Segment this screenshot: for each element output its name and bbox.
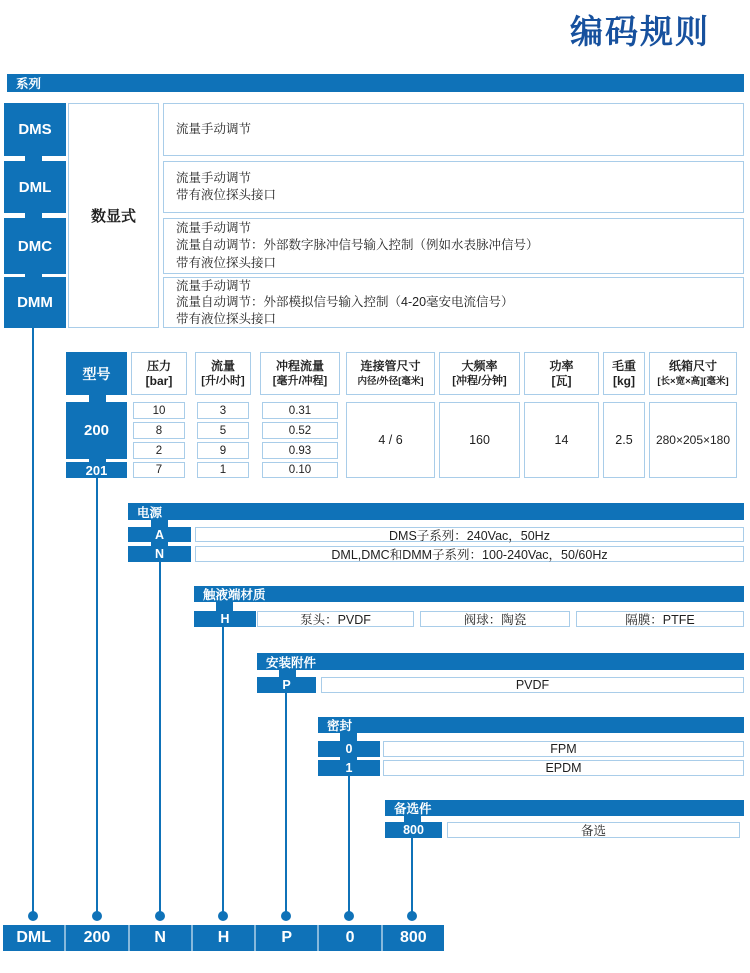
code-segment-series: DML bbox=[16, 929, 51, 946]
code-line-option bbox=[411, 838, 413, 912]
spec-cell: 9 bbox=[197, 442, 249, 459]
spec-cell: 0.52 bbox=[262, 422, 338, 439]
col-header-line: 功率 bbox=[549, 358, 574, 373]
connector bbox=[279, 670, 296, 677]
code-dot bbox=[218, 911, 228, 921]
mounting-section-header: 安装附件 bbox=[257, 653, 744, 670]
mounting-code-p: P bbox=[257, 677, 316, 693]
col-header-carton-size bbox=[649, 352, 737, 395]
col-header-max-frequency bbox=[439, 352, 520, 395]
code-line-series bbox=[32, 328, 34, 912]
code-line-seal bbox=[348, 776, 350, 912]
desc-line: 流量手动调节 bbox=[176, 121, 252, 136]
seal-code-0: 0 bbox=[318, 741, 380, 757]
code-segment-option: 800 bbox=[381, 925, 444, 951]
display-type-box: 数显式 bbox=[68, 103, 159, 328]
spec-cell: 0.10 bbox=[262, 462, 338, 478]
wetted-part-valve-ball: 阀球：陶瓷 bbox=[420, 611, 570, 627]
spec-cell: 0.31 bbox=[262, 402, 338, 419]
power-code-n: N bbox=[128, 546, 191, 562]
code-dot bbox=[344, 911, 354, 921]
spec-cell-power: 14 bbox=[524, 402, 599, 478]
spec-cell: 5 bbox=[197, 422, 249, 439]
col-header-line: [长×宽×高][毫米] bbox=[657, 375, 729, 387]
code-line-material bbox=[222, 627, 224, 912]
code-dot bbox=[281, 911, 291, 921]
series-desc-dmm bbox=[163, 277, 744, 328]
code-dot bbox=[92, 911, 102, 921]
code-dot bbox=[407, 911, 417, 921]
col-header-line: 大频率 bbox=[461, 358, 498, 373]
connector bbox=[25, 156, 42, 161]
spec-cell: 8 bbox=[133, 422, 185, 439]
code-segment-model: 200 bbox=[64, 925, 127, 951]
connector bbox=[25, 213, 42, 218]
series-desc-dml bbox=[163, 161, 744, 213]
mounting-desc: PVDF bbox=[321, 677, 744, 693]
col-header-pressure bbox=[131, 352, 187, 395]
series-section-header: 系列 bbox=[7, 74, 744, 92]
power-section-header: 电源 bbox=[128, 503, 744, 520]
code-segment-power: N bbox=[128, 925, 191, 951]
col-header-line: [毫升/冲程] bbox=[272, 374, 328, 387]
desc-line: 流量手动调节 bbox=[176, 220, 252, 235]
desc-line: 流量手动调节 bbox=[176, 278, 252, 293]
code-segment-material: H bbox=[191, 925, 254, 951]
spec-cell-carton: 280×205×180 bbox=[649, 402, 737, 478]
power-desc-n: DML,DMC和DMM子系列：100-240Vac，50/60Hz bbox=[195, 546, 744, 562]
desc-line: 流量自动调节：外部数字脉冲信号输入控制（例如水表脉冲信号） bbox=[176, 238, 539, 253]
col-header-line: 压力 bbox=[146, 358, 171, 373]
spec-cell: 0.93 bbox=[262, 442, 338, 459]
spec-cell: 10 bbox=[133, 402, 185, 419]
col-header-stroke-volume bbox=[260, 352, 340, 395]
col-header-line: [kg] bbox=[613, 373, 635, 388]
spec-cell: 3 bbox=[197, 402, 249, 419]
spec-cell: 1 bbox=[197, 462, 249, 478]
spec-cell-weight: 2.5 bbox=[603, 402, 645, 478]
col-header-line: [bar] bbox=[145, 373, 173, 388]
desc-line: 带有液位探头接口 bbox=[176, 255, 277, 270]
col-header-line: [升/小时] bbox=[201, 374, 245, 387]
wetted-part-diaphragm: 隔膜：PTFE bbox=[576, 611, 744, 627]
power-code-a: A bbox=[128, 527, 191, 542]
spec-cell-frequency: 160 bbox=[439, 402, 520, 478]
power-desc-a: DMS子系列：240Vac，50Hz bbox=[195, 527, 744, 542]
connector bbox=[216, 602, 233, 611]
col-header-line: 纸箱尺寸 bbox=[668, 358, 717, 373]
col-header-flow bbox=[195, 352, 251, 395]
series-code-dmm: DMM bbox=[4, 277, 66, 328]
col-header-line: 流量 bbox=[210, 358, 235, 373]
code-line-model bbox=[96, 478, 98, 912]
options-desc: 备选 bbox=[447, 822, 740, 838]
connector bbox=[151, 520, 168, 527]
desc-line: 带有液位探头接口 bbox=[176, 311, 277, 326]
seal-desc-epdm: EPDM bbox=[383, 760, 744, 776]
col-header-line: [瓦] bbox=[551, 373, 572, 388]
series-code-dms: DMS bbox=[4, 103, 66, 156]
wetted-code-h: H bbox=[194, 611, 256, 627]
series-desc-dms bbox=[163, 103, 744, 156]
connector bbox=[340, 733, 357, 741]
options-section-header: 备选件 bbox=[385, 800, 744, 816]
col-header-power bbox=[524, 352, 599, 395]
code-dot bbox=[28, 911, 38, 921]
col-header-line: 冲程流量 bbox=[275, 358, 324, 373]
col-header-gross-weight bbox=[603, 352, 645, 395]
col-header-line: [冲程/分钟] bbox=[452, 374, 507, 387]
connector bbox=[89, 395, 106, 402]
spec-cell: 2 bbox=[133, 442, 185, 459]
series-desc-dmc bbox=[163, 218, 744, 274]
wetted-part-pump-head: 泵头：PVDF bbox=[257, 611, 414, 627]
col-header-line: 连接管尺寸 bbox=[360, 358, 421, 373]
col-header-line: 内径/外径[毫米] bbox=[357, 375, 424, 387]
seal-section-header: 密封 bbox=[318, 717, 744, 733]
series-code-dml: DML bbox=[4, 161, 66, 213]
model-key-header: 型号 bbox=[66, 352, 127, 395]
col-header-pipe-size bbox=[346, 352, 435, 395]
col-header-line: 毛重 bbox=[611, 358, 636, 373]
series-code-dmc: DMC bbox=[4, 218, 66, 274]
code-line-power bbox=[159, 562, 161, 912]
connector bbox=[25, 274, 42, 277]
desc-line: 流量手动调节 bbox=[176, 170, 252, 185]
options-code-800: 800 bbox=[385, 822, 442, 838]
page-title: 编码规则 bbox=[570, 13, 710, 50]
spec-cell-pipe: 4 / 6 bbox=[346, 402, 435, 478]
wetted-section-header: 触液端材质 bbox=[194, 586, 744, 602]
desc-line: 流量自动调节：外部模拟信号输入控制（4-20毫安电流信号） bbox=[176, 295, 514, 310]
code-segment-seal: 0 bbox=[317, 925, 380, 951]
code-line-mounting bbox=[285, 693, 287, 912]
seal-code-1: 1 bbox=[318, 760, 380, 776]
spec-cell: 7 bbox=[133, 462, 185, 478]
example-code-bar bbox=[3, 925, 444, 951]
desc-line: 带有液位探头接口 bbox=[176, 188, 277, 202]
code-segment-mounting: P bbox=[254, 925, 317, 951]
code-dot bbox=[155, 911, 165, 921]
seal-desc-fpm: FPM bbox=[383, 741, 744, 757]
model-code-201: 201 bbox=[66, 462, 127, 478]
model-code-200: 200 bbox=[66, 402, 127, 459]
